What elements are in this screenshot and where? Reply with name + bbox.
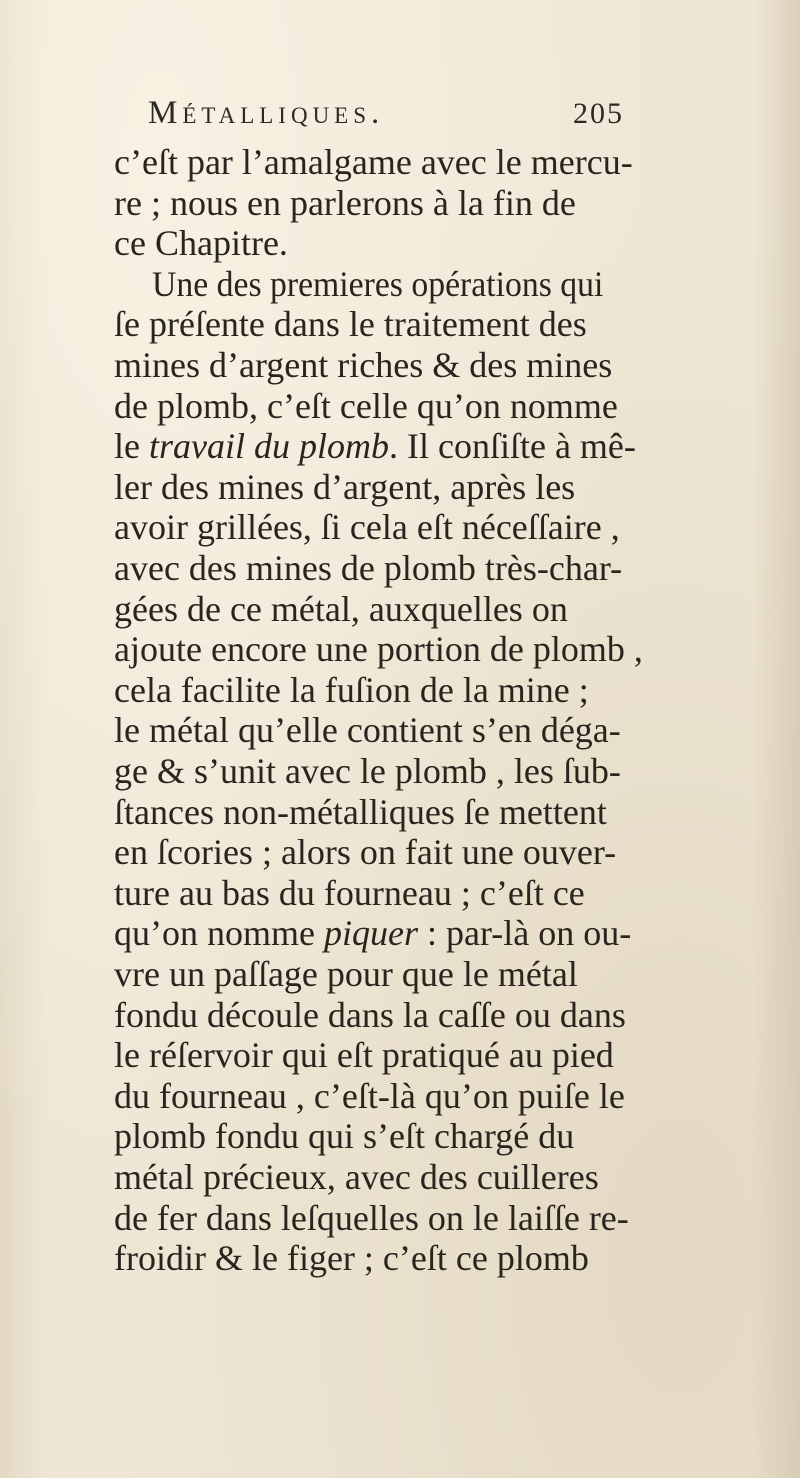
text-line [114,913,714,953]
text-line: métal précieux, avec des cuilleres [114,1157,599,1197]
text-line: froidir & le figer ; c’eſt ce plomb [114,1238,589,1279]
text-line: cela facilite la fuſion de la mine ; [114,669,589,710]
text-line: ajoute encore une portion de plomb , [114,629,643,670]
text-line: ge & s’unit avec le plomb , les ſub- [114,751,621,791]
text-line [114,426,714,466]
text-line: de fer dans leſquelles on le laiſſe re- [114,1197,629,1238]
text-line: gées de ce métal, auxquelles on [114,588,568,629]
text-line: ture au bas du fourneau ; c’eſt ce [114,872,585,913]
text-line: ſtances non-métalliques ſe mettent [114,791,607,832]
text-line: le métal qu’elle contient s’en déga- [114,710,621,751]
text-line: ſe préſente dans le traitement des [114,304,587,345]
text-line: avec des mines de plomb très-char- [114,548,623,588]
text-line: mines d’argent riches & des mines [114,345,613,385]
text-run: . Il conſiſte à mê- [388,426,636,467]
text-line: c’eſt par l’amalgame avec le mercu- [114,142,633,182]
text-line: ler des mines d’argent, après les [114,466,576,507]
italic-term: travail du plomb [148,426,389,467]
running-title: Métalliques. [148,95,385,131]
text-line: de plomb, c’eſt celle qu’on nomme [114,385,618,426]
text-line: le réſervoir qui eſt pratiqué au pied [114,1035,614,1076]
text-line: Une des premieres opérations qui [152,263,604,304]
text-line: vre un paſſage pour que le métal [114,954,578,994]
text-line: avoir grillées, ſi cela eſt néceſſaire , [114,507,620,548]
page-number: 205 [573,97,624,130]
text-run: le [114,426,149,467]
text-line: plomb fondu qui s’eſt chargé du [114,1116,575,1157]
text-run: qu’on nomme [114,913,324,954]
text-line: re ; nous en parlerons à la fin de [114,182,576,223]
text-run: : par-là on ou- [417,913,632,954]
text-line: du fourneau , c’eſt-là qu’on puiſe le [114,1075,625,1116]
text-line: en ſcories ; alors on fait une ouver- [114,832,617,873]
text-line: ce Chapitre. [114,223,288,264]
italic-term: piquer [323,913,418,954]
text-line: fondu découle dans la caſſe ou dans [114,994,626,1035]
